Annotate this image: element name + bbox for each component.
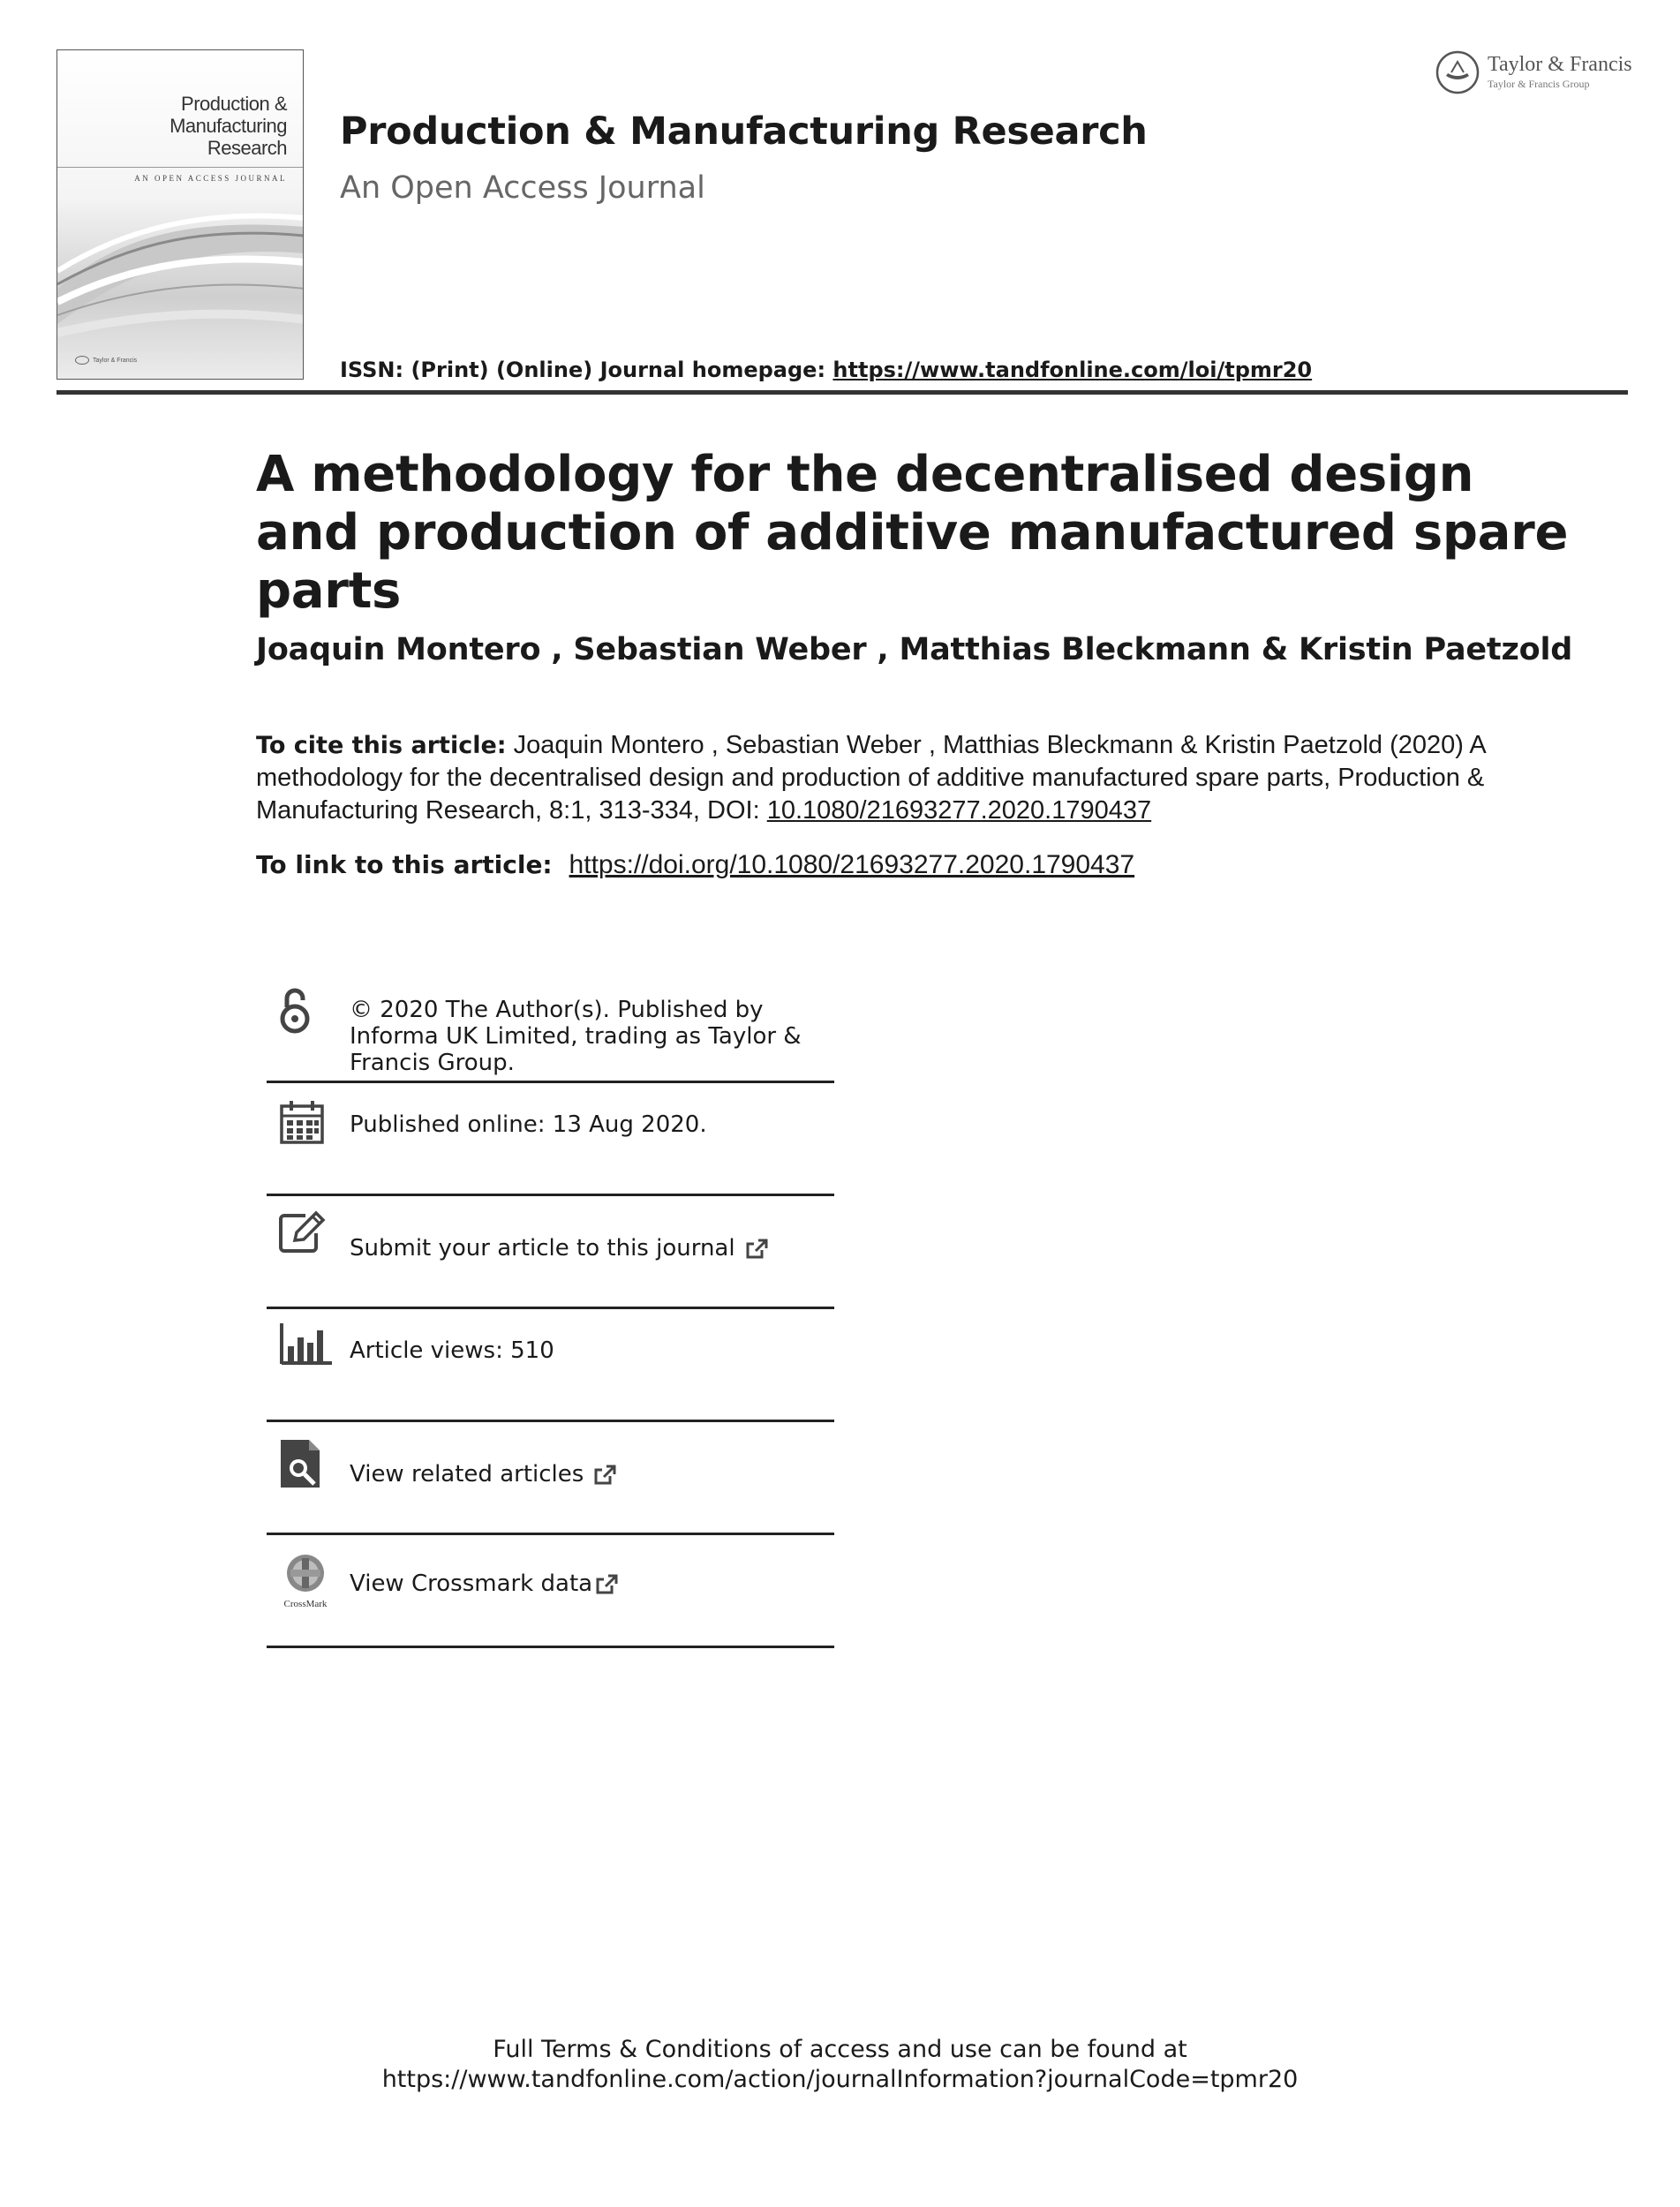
header-divider (57, 390, 1628, 395)
crossmark-link[interactable]: View Crossmark data (350, 1571, 593, 1597)
submit-row[interactable] (267, 1196, 834, 1309)
external-link-icon (744, 1238, 769, 1261)
article-link-block (256, 850, 1134, 880)
cover-divider (57, 167, 303, 168)
crossmark-icon (279, 1553, 332, 1611)
bar-chart-icon (279, 1323, 332, 1366)
views-row (267, 1309, 834, 1422)
cover-wave-graphic (57, 200, 304, 350)
article-title: A methodology for the decentralised design and production of additive manufactured spare parts (256, 446, 1569, 620)
journal-title: Production & Manufacturing Research (340, 109, 1148, 154)
related-articles-link[interactable]: View related articles (350, 1461, 584, 1488)
publisher-emblem-icon (1435, 49, 1480, 95)
citation-doi-link[interactable]: 10.1080/21693277.2020.1790437 (766, 796, 1152, 825)
article-link-label: To link to this article: (256, 850, 553, 879)
open-access-icon (279, 986, 311, 1036)
taylor-francis-logo[interactable] (1435, 49, 1638, 99)
citation-block (256, 729, 1492, 827)
crossmark-row[interactable] (267, 1535, 834, 1648)
calendar-icon (279, 1099, 325, 1145)
edit-icon (279, 1210, 327, 1254)
publisher-name: Taylor & Francis (1488, 53, 1632, 76)
article-authors: Joaquin Montero , Sebastian Weber , Matthias Bleckmann & Kristin Paetzold (256, 632, 1573, 667)
submit-article-link[interactable]: Submit your article to this journal (350, 1235, 735, 1262)
issn-line (340, 358, 1312, 382)
external-link-icon (592, 1464, 617, 1487)
info-divider (267, 1646, 834, 1648)
journal-cover (57, 49, 304, 380)
open-access-row (267, 984, 834, 1083)
terms-text: Full Terms & Conditions of access and use can be found at (493, 2036, 1187, 2063)
article-views: Article views: 510 (350, 1337, 554, 1364)
document-search-icon (279, 1438, 323, 1489)
published-date: Published online: 13 Aug 2020. (350, 1111, 707, 1138)
terms-footer (0, 2035, 1680, 2095)
journal-homepage-link[interactable]: https://www.tandfonline.com/loi/tpmr20 (832, 358, 1313, 382)
related-row[interactable] (267, 1422, 834, 1535)
external-link-icon (594, 1573, 619, 1596)
cover-publisher-logo: Taylor & Francis (75, 356, 137, 365)
article-doi-link[interactable]: https://doi.org/10.1080/21693277.2020.1790437 (569, 850, 1135, 879)
published-row (267, 1083, 834, 1196)
crossmark-logo-text: CrossMark (283, 1599, 328, 1609)
terms-link[interactable]: https://www.tandfonline.com/action/journalInformation?journalCode=tpmr20 (381, 2066, 1299, 2093)
copyright-notice: © 2020 The Author(s). Published by Informa UK Limited, trading as Taylor & Francis Group. (350, 997, 802, 1076)
publisher-group: Taylor & Francis Group (1488, 78, 1590, 90)
issn-label: ISSN: (Print) (Online) Journal homepage: (340, 358, 826, 382)
journal-subtitle: An Open Access Journal (340, 170, 705, 206)
citation-label: To cite this article: (256, 732, 507, 759)
cover-subtitle: AN OPEN ACCESS JOURNAL (134, 174, 287, 183)
cover-title: Production & Manufacturing Research (170, 93, 287, 159)
citation-text: Joaquin Montero , Sebastian Weber , Matthias Bleckmann & Kristin Paetzold (2020) A methodology for the decentralised design and production of additive manufactured spare parts, Production & Manufacturing Research, 8:1, 313-334, DOI: (256, 731, 1486, 825)
